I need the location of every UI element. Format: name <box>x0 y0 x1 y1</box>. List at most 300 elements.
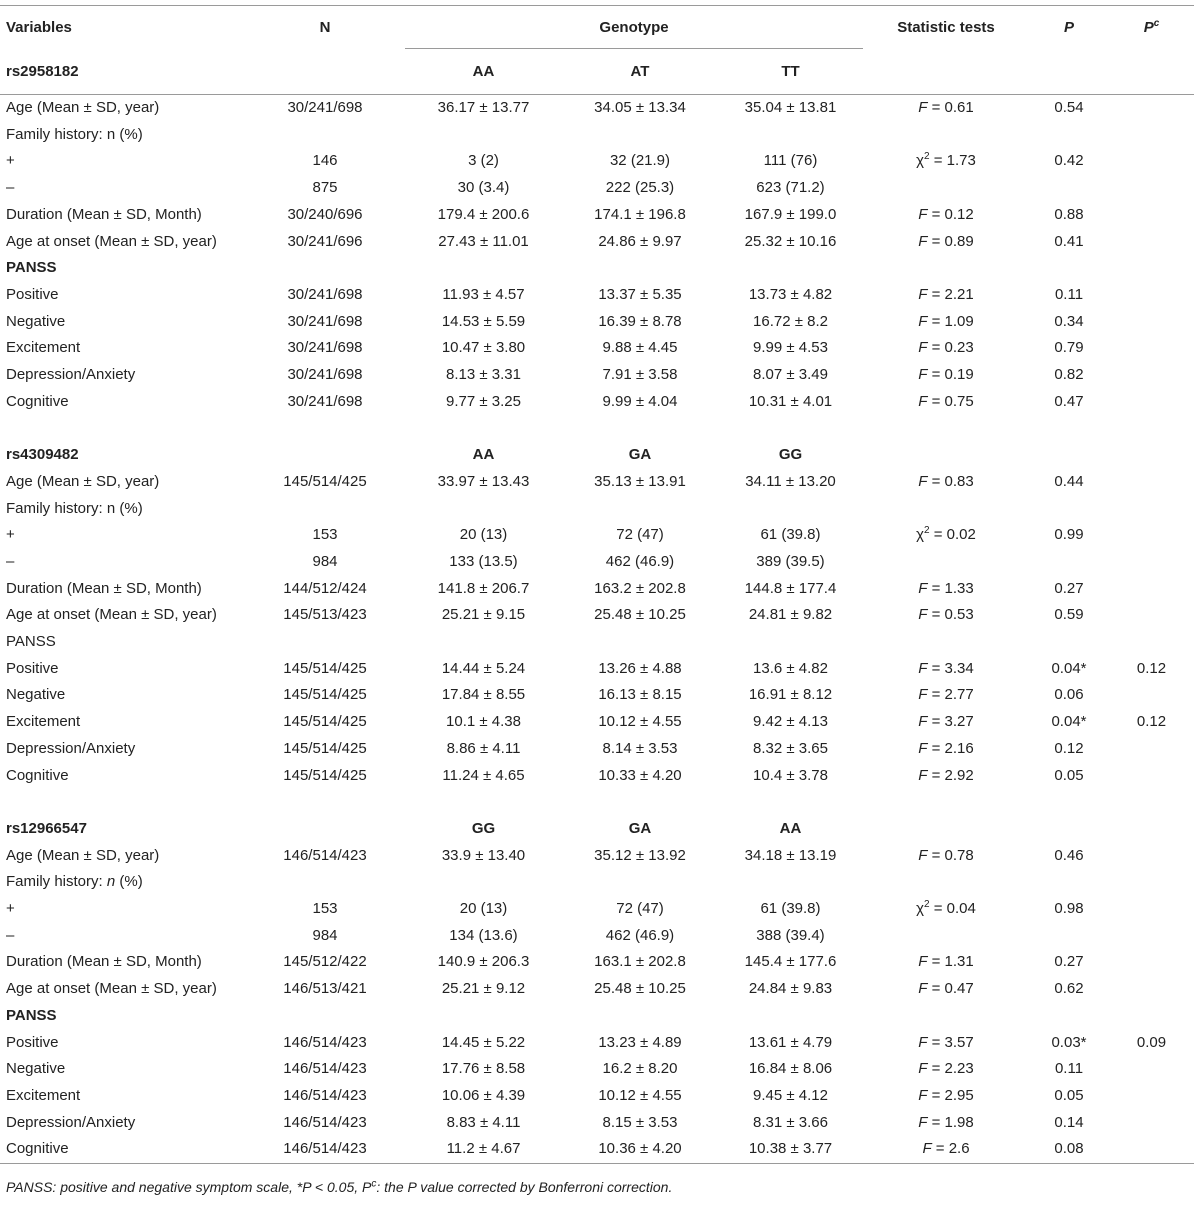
row-n: 145/514/425 <box>283 739 367 757</box>
header-statistic-tests: Statistic tests <box>897 19 995 36</box>
row-genotype-3: 35.04 ± 13.81 <box>744 99 837 116</box>
row-n: 30/241/698 <box>287 366 363 384</box>
section-snp: rs12966547 <box>6 819 87 837</box>
statistic-value: = 0.53 <box>927 606 974 624</box>
row-genotype-1: 14.45 ± 5.22 <box>441 1033 526 1051</box>
row-corrected-p-value <box>1109 896 1194 923</box>
statistic-value: = 2.95 <box>927 1086 974 1104</box>
row-genotype-2: 462 (46.9) <box>605 552 675 570</box>
row-p-value: 0.14 <box>1054 1113 1084 1131</box>
row-n: 30/241/698 <box>287 285 363 303</box>
row-p-value <box>1029 175 1109 202</box>
row-genotype-2 <box>562 1003 718 1030</box>
row-label: – <box>6 552 15 570</box>
row-corrected-p-value <box>1109 843 1194 870</box>
row-corrected-p-value <box>1109 362 1194 389</box>
statistic-symbol: F <box>918 472 928 490</box>
row-p-value <box>1029 549 1109 576</box>
row-p-value: 0.41 <box>1054 232 1084 250</box>
row-genotype-2: 25.48 ± 10.25 <box>594 980 686 998</box>
row-label: Positive <box>6 659 59 677</box>
row-statistic <box>863 496 1029 523</box>
row-p-value: 0.27 <box>1054 579 1084 597</box>
row-n: 30/241/698 <box>287 339 363 357</box>
row-p-value <box>1029 496 1109 523</box>
row-label <box>0 869 245 896</box>
row-p-value: 0.11 <box>1054 285 1084 303</box>
row-label-part: Family history: <box>6 873 107 891</box>
row-p-value: 0.98 <box>1054 900 1084 918</box>
row-corrected-p-value <box>1109 229 1194 256</box>
statistic-value: = 0.78 <box>927 846 974 864</box>
row-statistic <box>863 549 1029 576</box>
row-genotype-2: 7.91 ± 3.58 <box>602 366 678 384</box>
statistic-value: = 0.02 <box>929 526 976 544</box>
row-label: – <box>6 179 15 197</box>
genotype-label: GG <box>471 819 496 837</box>
table-row <box>0 576 1194 603</box>
row-p-value: 0.03* <box>1051 1033 1087 1051</box>
section-snp: rs2958182 <box>6 63 79 80</box>
table-row <box>0 469 1194 496</box>
row-genotype-1 <box>405 629 562 656</box>
row-statistic <box>863 309 1029 336</box>
row-genotype-1: 36.17 ± 13.77 <box>437 99 530 116</box>
row-genotype-2: 13.23 ± 4.89 <box>598 1033 682 1051</box>
table-row <box>0 549 1194 576</box>
row-genotype-2: 8.14 ± 3.53 <box>602 739 678 757</box>
row-corrected-p-value <box>1109 763 1194 790</box>
table-row <box>0 629 1194 656</box>
genotype-label: AA <box>472 63 495 80</box>
row-genotype-2: 9.88 ± 4.45 <box>602 339 678 357</box>
row-statistic <box>863 763 1029 790</box>
row-p-value: 0.59 <box>1054 606 1084 624</box>
row-n: 146/514/423 <box>283 846 367 864</box>
row-genotype-1 <box>405 122 562 149</box>
row-n: 145/514/425 <box>283 713 367 731</box>
statistic-symbol: F <box>918 953 928 971</box>
row-corrected-p-value <box>1109 1056 1194 1083</box>
row-label: Duration (Mean ± SD, Month) <box>6 953 202 971</box>
row-genotype-1 <box>405 496 562 523</box>
row-genotype-3: 10.38 ± 3.77 <box>748 1140 833 1158</box>
table-row <box>0 602 1194 629</box>
row-corrected-p-value <box>1109 202 1194 229</box>
row-genotype-3 <box>718 122 863 149</box>
statistic-value: = 0.04 <box>929 900 976 918</box>
row-corrected-p-value <box>1109 629 1194 656</box>
statistic-value: = 1.31 <box>927 953 974 971</box>
row-genotype-3: 389 (39.5) <box>756 552 825 570</box>
table-row <box>0 362 1194 389</box>
row-genotype-3: 13.6 ± 4.82 <box>753 659 828 677</box>
row-corrected-p-value <box>1109 976 1194 1003</box>
row-genotype-1: 10.06 ± 4.39 <box>441 1086 526 1104</box>
row-genotype-1: 11.24 ± 4.65 <box>442 766 525 784</box>
row-genotype-1: 17.76 ± 8.58 <box>441 1060 526 1078</box>
row-genotype-2: 72 (47) <box>616 526 664 544</box>
header-empty <box>245 49 405 95</box>
header-empty <box>1109 442 1194 469</box>
row-genotype-3: 16.91 ± 8.12 <box>748 686 833 704</box>
row-corrected-p-value <box>1109 1083 1194 1110</box>
row-label: PANSS <box>6 1006 57 1024</box>
row-genotype-3 <box>718 629 863 656</box>
row-corrected-p-value <box>1109 1110 1194 1137</box>
row-statistic <box>863 709 1029 736</box>
table-row <box>0 522 1194 549</box>
spacer-cell <box>0 789 1194 816</box>
row-genotype-3: 9.45 ± 4.12 <box>753 1086 828 1104</box>
row-label: Age (Mean ± SD, year) <box>6 99 160 116</box>
row-corrected-p-value <box>1109 175 1194 202</box>
row-genotype-3 <box>718 255 863 282</box>
row-n: 30/241/696 <box>287 232 363 250</box>
table-row <box>0 282 1194 309</box>
statistic-value: = 2.21 <box>927 285 974 303</box>
statistic-value: = 0.83 <box>927 472 974 490</box>
row-n: 146/514/423 <box>283 1140 367 1158</box>
row-label: – <box>6 926 15 944</box>
row-corrected-p-value: 0.09 <box>1136 1033 1167 1051</box>
statistic-value: = 0.47 <box>927 980 974 998</box>
row-statistic <box>863 1136 1029 1163</box>
row-corrected-p-value <box>1109 736 1194 763</box>
table-footnote <box>6 1179 672 1195</box>
row-genotype-2 <box>562 629 718 656</box>
row-label: Excitement <box>6 339 81 357</box>
statistic-symbol: F <box>918 846 928 864</box>
row-genotype-2: 10.33 ± 4.20 <box>598 766 682 784</box>
row-corrected-p-value <box>1109 602 1194 629</box>
header-pc-base: P <box>1143 19 1154 36</box>
row-genotype-3: 9.99 ± 4.53 <box>753 339 828 357</box>
row-n <box>245 1003 405 1030</box>
statistic-value: = 0.61 <box>927 99 974 116</box>
header-p: P <box>1063 19 1074 36</box>
table-row <box>0 496 1194 523</box>
row-corrected-p-value <box>1109 949 1194 976</box>
row-genotype-1: 8.13 ± 3.31 <box>446 366 521 384</box>
header-row-1 <box>0 6 1194 50</box>
row-genotype-1: 10.47 ± 3.80 <box>441 339 526 357</box>
row-genotype-2: 10.12 ± 4.55 <box>598 713 682 731</box>
row-genotype-3: 8.32 ± 3.65 <box>753 739 828 757</box>
row-statistic <box>863 229 1029 256</box>
row-genotype-3: 8.31 ± 3.66 <box>753 1113 828 1131</box>
row-corrected-p-value <box>1109 549 1194 576</box>
row-label: Depression/Anxiety <box>6 1113 136 1131</box>
row-label: Family history: n (%) <box>6 125 143 143</box>
table-row <box>0 95 1194 122</box>
row-label: Age (Mean ± SD, year) <box>6 472 160 490</box>
table-row <box>0 682 1194 709</box>
row-p-value: 0.34 <box>1054 312 1084 330</box>
row-genotype-2: 10.12 ± 4.55 <box>598 1086 682 1104</box>
row-genotype-1: 33.97 ± 13.43 <box>437 472 530 490</box>
statistic-symbol: F <box>918 1113 928 1131</box>
row-n: 145/514/425 <box>283 766 367 784</box>
table-row <box>0 1003 1194 1030</box>
genotype-label: GA <box>628 446 652 464</box>
statistic-superscript: 2 <box>924 899 930 911</box>
header-empty <box>1109 49 1194 95</box>
row-label: Negative <box>6 312 66 330</box>
table-row <box>0 843 1194 870</box>
row-label: Cognitive <box>6 1140 69 1158</box>
row-genotype-1: 20 (13) <box>459 526 508 544</box>
row-genotype-1: 25.21 ± 9.12 <box>441 980 526 998</box>
statistic-value: = 0.19 <box>927 366 974 384</box>
row-p-value <box>1029 122 1109 149</box>
row-n: 145/514/425 <box>283 686 367 704</box>
table-row <box>0 309 1194 336</box>
row-n <box>245 122 405 149</box>
statistic-symbol: F <box>918 686 928 704</box>
statistic-value: = 0.75 <box>927 392 974 410</box>
statistic-value: = 1.73 <box>929 152 976 170</box>
row-genotype-3: 145.4 ± 177.6 <box>744 953 837 971</box>
table-row <box>0 709 1194 736</box>
statistic-value: = 3.27 <box>927 713 974 731</box>
genotype-label: AA <box>472 446 495 464</box>
table-row <box>0 122 1194 149</box>
row-genotype-3: 10.31 ± 4.01 <box>748 392 833 410</box>
row-genotype-3: 24.84 ± 9.83 <box>748 980 833 998</box>
row-genotype-2: 35.12 ± 13.92 <box>594 846 686 864</box>
row-label: Depression/Anxiety <box>6 366 136 384</box>
row-statistic <box>863 843 1029 870</box>
row-label: Age at onset (Mean ± SD, year) <box>6 232 217 250</box>
row-statistic <box>863 148 1029 175</box>
table-row <box>0 1110 1194 1137</box>
row-corrected-p-value <box>1109 682 1194 709</box>
row-genotype-1: 141.8 ± 206.7 <box>437 579 530 597</box>
row-label: Age at onset (Mean ± SD, year) <box>6 980 217 998</box>
statistic-symbol: χ <box>916 526 924 544</box>
statistic-value: = 0.23 <box>927 339 974 357</box>
genotype-association-table <box>0 5 1194 1164</box>
statistic-symbol: F <box>918 285 928 303</box>
row-genotype-1: 33.9 ± 13.40 <box>441 846 526 864</box>
row-statistic <box>863 976 1029 1003</box>
table-row <box>0 763 1194 790</box>
row-genotype-2: 13.26 ± 4.88 <box>598 659 682 677</box>
row-statistic <box>863 362 1029 389</box>
row-genotype-1: 3 (2) <box>468 152 499 170</box>
row-genotype-3: 623 (71.2) <box>756 179 825 197</box>
row-genotype-1: 11.93 ± 4.57 <box>442 285 525 303</box>
spacer-cell <box>0 415 1194 442</box>
statistic-symbol: F <box>922 1140 932 1158</box>
row-statistic <box>863 576 1029 603</box>
row-label: Cognitive <box>6 766 69 784</box>
row-statistic <box>863 869 1029 896</box>
footnote-part-1: PANSS: positive and negative symptom scale, * <box>6 1179 303 1195</box>
row-label: Negative <box>6 686 66 704</box>
row-corrected-p-value <box>1109 923 1194 950</box>
table-row <box>0 1056 1194 1083</box>
row-n: 146/514/423 <box>283 1113 367 1131</box>
footnote-pc-base: P <box>362 1179 372 1195</box>
genotype-label: GG <box>778 446 803 464</box>
statistic-symbol: χ <box>916 152 924 170</box>
row-genotype-2: 163.1 ± 202.8 <box>594 953 686 971</box>
row-statistic <box>863 389 1029 416</box>
row-corrected-p-value: 0.12 <box>1136 659 1167 677</box>
row-n: 146/514/423 <box>283 1086 367 1104</box>
header-genotype: Genotype <box>405 6 863 50</box>
statistic-symbol: F <box>918 312 928 330</box>
row-corrected-p-value <box>1109 496 1194 523</box>
statistic-symbol: F <box>918 205 928 223</box>
row-genotype-2: 174.1 ± 196.8 <box>594 205 686 223</box>
row-genotype-2: 10.36 ± 4.20 <box>598 1140 682 1158</box>
row-label-part-italic: n <box>106 873 116 891</box>
row-genotype-2: 9.99 ± 4.04 <box>602 392 678 410</box>
row-genotype-1: 8.83 ± 4.11 <box>446 1113 521 1131</box>
header-empty <box>1029 442 1109 469</box>
table-row <box>0 949 1194 976</box>
row-genotype-1: 140.9 ± 206.3 <box>437 953 530 971</box>
row-corrected-p-value <box>1109 869 1194 896</box>
statistic-value: = 3.34 <box>927 659 974 677</box>
row-n <box>245 629 405 656</box>
row-genotype-2: 222 (25.3) <box>605 179 675 197</box>
row-label: PANSS <box>6 259 57 277</box>
row-genotype-2 <box>562 255 718 282</box>
snp-header-row <box>0 442 1194 469</box>
footnote-part-3: : the P value corrected by Bonferroni correction. <box>376 1179 673 1195</box>
row-p-value: 0.99 <box>1054 526 1084 544</box>
row-genotype-3 <box>718 869 863 896</box>
statistic-superscript: 2 <box>924 151 930 163</box>
statistic-value: = 1.09 <box>927 312 974 330</box>
row-genotype-2: 16.39 ± 8.78 <box>598 312 682 330</box>
row-genotype-2 <box>562 122 718 149</box>
header-pc <box>1109 6 1194 50</box>
row-corrected-p-value <box>1109 122 1194 149</box>
row-statistic <box>863 656 1029 683</box>
header-empty <box>863 816 1029 843</box>
row-p-value <box>1029 1003 1109 1030</box>
row-n: 153 <box>312 526 338 544</box>
footnote-pc-sup: c <box>371 1178 377 1190</box>
row-genotype-1: 17.84 ± 8.55 <box>441 686 526 704</box>
header-empty <box>863 442 1029 469</box>
row-p-value: 0.05 <box>1054 1086 1084 1104</box>
row-genotype-1 <box>405 1003 562 1030</box>
row-corrected-p-value <box>1109 95 1194 122</box>
row-statistic <box>863 175 1029 202</box>
row-label: + <box>6 152 15 170</box>
genotype-label: AA <box>779 819 802 837</box>
row-corrected-p-value <box>1109 255 1194 282</box>
row-corrected-p-value <box>1109 309 1194 336</box>
row-p-value: 0.04* <box>1051 713 1087 731</box>
row-p-value <box>1029 255 1109 282</box>
statistic-symbol: F <box>918 980 928 998</box>
row-p-value: 0.54 <box>1054 99 1084 116</box>
row-genotype-2 <box>562 869 718 896</box>
row-genotype-3: 34.18 ± 13.19 <box>744 846 837 864</box>
row-n: 146/514/423 <box>283 1033 367 1051</box>
row-n: 30/241/698 <box>287 392 363 410</box>
row-genotype-2: 72 (47) <box>616 900 664 918</box>
row-statistic <box>863 1003 1029 1030</box>
row-corrected-p-value <box>1109 389 1194 416</box>
row-genotype-3 <box>718 1003 863 1030</box>
row-p-value: 0.46 <box>1054 846 1084 864</box>
statistic-symbol: F <box>918 1033 928 1051</box>
row-genotype-1: 11.2 ± 4.67 <box>446 1140 521 1158</box>
row-genotype-3: 13.73 ± 4.82 <box>748 285 833 303</box>
row-genotype-3: 16.72 ± 8.2 <box>753 312 828 330</box>
row-statistic <box>863 469 1029 496</box>
row-genotype-3: 144.8 ± 177.4 <box>744 579 837 597</box>
table-row <box>0 736 1194 763</box>
row-p-value: 0.88 <box>1054 205 1084 223</box>
row-genotype-3: 388 (39.4) <box>756 926 825 944</box>
row-p-value: 0.08 <box>1054 1140 1084 1158</box>
row-n: 145/514/425 <box>283 472 367 490</box>
row-n: 145/513/423 <box>283 606 367 624</box>
row-genotype-1: 10.1 ± 4.38 <box>446 713 521 731</box>
genotype-label: TT <box>781 63 800 80</box>
row-genotype-1: 30 (3.4) <box>457 179 510 197</box>
row-corrected-p-value <box>1109 469 1194 496</box>
row-genotype-1: 179.4 ± 200.6 <box>437 205 530 223</box>
table-row <box>0 1083 1194 1110</box>
row-genotype-3 <box>718 496 863 523</box>
row-corrected-p-value <box>1109 522 1194 549</box>
row-label: Positive <box>6 1033 59 1051</box>
table-row <box>0 869 1194 896</box>
row-statistic <box>863 1110 1029 1137</box>
row-genotype-3: 13.61 ± 4.79 <box>748 1033 833 1051</box>
statistic-symbol: F <box>918 766 928 784</box>
statistic-symbol: F <box>918 1086 928 1104</box>
row-genotype-2: 32 (21.9) <box>609 152 671 170</box>
statistic-symbol: F <box>918 232 928 250</box>
statistic-symbol: F <box>918 606 928 624</box>
row-genotype-3: 24.81 ± 9.82 <box>748 606 833 624</box>
footnote-part-2: < 0.05, <box>311 1179 363 1195</box>
row-genotype-1: 25.21 ± 9.15 <box>441 606 526 624</box>
row-genotype-1: 14.53 ± 5.59 <box>441 312 526 330</box>
row-label: Age (Mean ± SD, year) <box>6 846 160 864</box>
row-corrected-p-value: 0.12 <box>1136 713 1167 731</box>
row-label: Family history: n (%) <box>6 499 143 517</box>
header-row-2 <box>0 49 1194 95</box>
row-genotype-1: 14.44 ± 5.24 <box>441 659 526 677</box>
row-genotype-2: 16.2 ± 8.20 <box>602 1060 678 1078</box>
row-label: Depression/Anxiety <box>6 739 136 757</box>
statistic-symbol: F <box>918 1060 928 1078</box>
statistic-value: = 0.89 <box>927 232 974 250</box>
row-label: Positive <box>6 285 59 303</box>
row-statistic <box>863 282 1029 309</box>
row-genotype-2: 163.2 ± 202.8 <box>594 579 686 597</box>
table-row <box>0 255 1194 282</box>
row-genotype-2: 8.15 ± 3.53 <box>602 1113 678 1131</box>
row-statistic <box>863 95 1029 122</box>
row-p-value: 0.44 <box>1054 472 1084 490</box>
row-genotype-3: 61 (39.8) <box>760 526 821 544</box>
row-n: 153 <box>312 900 338 918</box>
row-statistic <box>863 923 1029 950</box>
